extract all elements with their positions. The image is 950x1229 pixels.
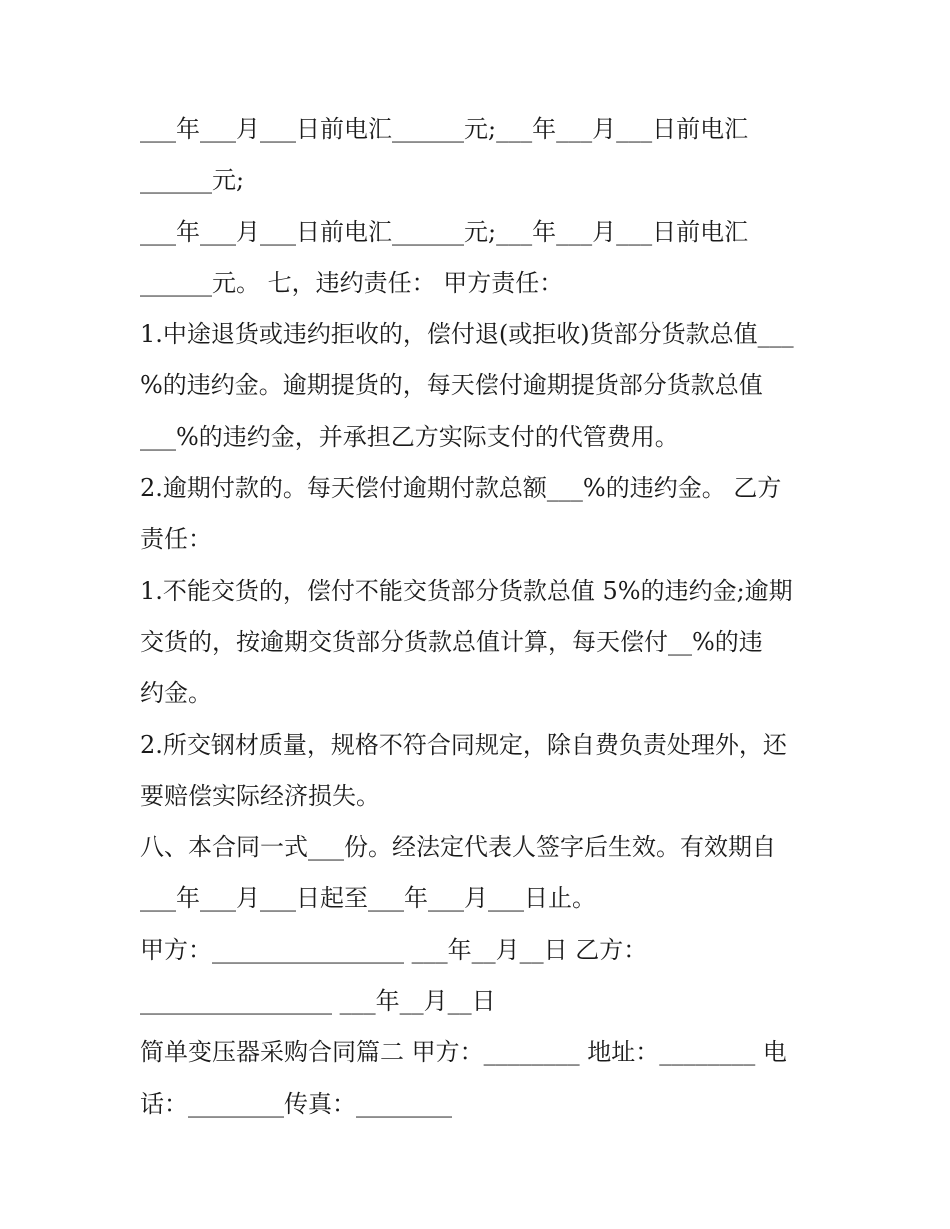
party-b-clause-1-line-3: 约金。 xyxy=(140,679,212,708)
party-b-liability-heading: 责任： xyxy=(140,525,212,554)
party-a-clause-2-line-1: 2.逾期付款的。每天偿付逾期付款总额___%的违约金。 乙方 xyxy=(140,474,782,503)
signature-line-1: 甲方：________________ ___年__月__日 乙方： xyxy=(140,935,648,964)
payment-schedule-line-2: ______元; xyxy=(140,166,245,195)
breach-liability-heading: ______元。 七，违约责任： 甲方责任： xyxy=(140,268,564,297)
party-a-clause-1-line-2: %的违约金。逾期提货的，每天偿付逾期提货部分货款总值 xyxy=(140,371,763,400)
payment-schedule-line-1: ___年___月___日前电汇______元;___年___月___日前电汇 xyxy=(140,115,749,143)
signature-line-2: ________________ ___年__月__日 xyxy=(140,987,496,1016)
party-b-clause-2-line-2: 要赔偿实际经济损失。 xyxy=(140,781,380,810)
payment-schedule-line-3: ___年___月___日前电汇______元;___年___月___日前电汇 xyxy=(140,217,749,246)
contract-two-header-line-2: 话：________传真：________ xyxy=(140,1089,452,1118)
party-b-clause-2-line-1: 2.所交钢材质量，规格不符合同规定，除自费负责处理外，还 xyxy=(140,730,787,759)
contract-two-header-line-1: 简单变压器采购合同篇二 甲方：________ 地址：________ 电 xyxy=(140,1038,787,1067)
contract-text xyxy=(140,104,810,1130)
party-b-clause-1-line-2: 交货的，按逾期交货部分货款总值计算，每天偿付__%的违 xyxy=(140,627,763,656)
party-a-clause-1-line-1: 1.中途退货或违约拒收的，偿付退(或拒收)货部分货款总值___ xyxy=(140,320,794,349)
party-b-clause-1-line-1: 1.不能交货的，偿付不能交货部分货款总值 5%的违约金;逾期 xyxy=(140,576,793,605)
validity-clause-line-1: 八、本合同一式___份。经法定代表人签字后生效。有效期自 xyxy=(140,833,776,862)
party-a-clause-1-line-3: ___%的违约金，并承担乙方实际支付的代管费用。 xyxy=(140,422,679,451)
validity-clause-line-2: ___年___月___日起至___年___月___日止。 xyxy=(140,884,596,913)
